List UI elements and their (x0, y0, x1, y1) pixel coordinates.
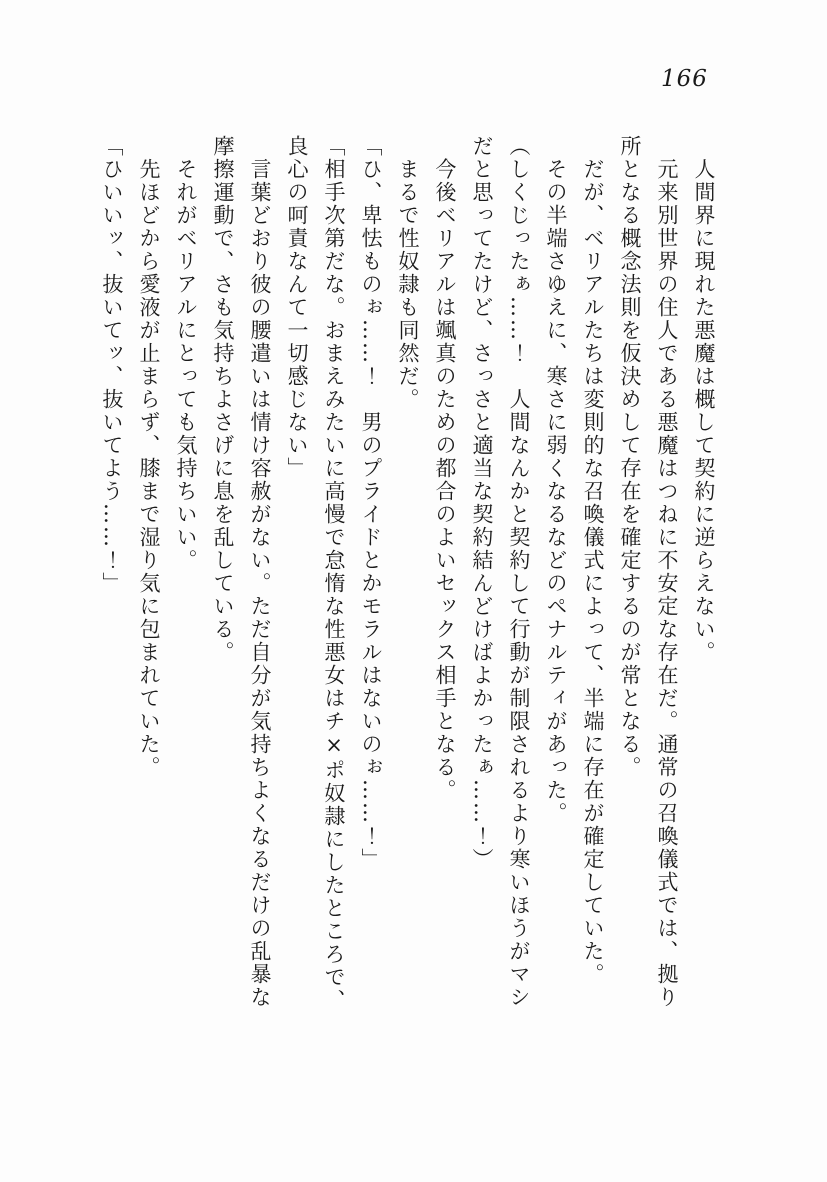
text-line-17: 「ひいいッ、抜いてッ、抜いてよう……！」 (100, 135, 124, 595)
text-line-6: （しくじったぁ……！ 人間なんかと契約して行動が制限されるより寒いほうがマシ (507, 135, 531, 1009)
text-line-9: まるで性奴隷も同然だ。 (396, 158, 420, 411)
text-line-11: 「相手次第だな。おまえみたいに高慢で怠惰な性悪女はチ×ポ奴隷にしたところで、 (322, 135, 346, 1012)
text-line-14: 摩擦運動で、さも気持ちよさげに息を乱している。 (211, 135, 235, 664)
text-line-7: だと思ってたけど、さっさと適当な契約結んどけばよかったぁ……！） (470, 135, 494, 871)
text-line-12: 良心の呵責なんて一切感じない」 (285, 135, 309, 480)
text-line-3: 所となる概念法則を仮決めして存在を確定するのが常となる。 (618, 135, 642, 779)
vertical-text-body (93, 135, 722, 1055)
text-line-16: 先ほどから愛液が止まらず、膝まで湿り気に包まれていた。 (137, 158, 161, 779)
text-line-2: 元来別世界の住人である悪魔はつねに不安定な存在だ。通常の召喚儀式では、拠り (655, 158, 679, 1009)
text-line-15: それがベリアルにとっても気持ちいい。 (174, 158, 198, 572)
text-line-5: その半端さゆえに、寒さに弱くなるなどのペナルティがあった。 (544, 158, 568, 825)
text-line-1: 人間界に現れた悪魔は概して契約に逆らえない。 (692, 158, 716, 664)
text-line-10: 「ひ、卑怯ものぉ……！ 男のプライドとかモラルはないのぉ……！」 (359, 135, 383, 871)
text-line-8: 今後ベリアルは颯真のための都合のよいセックス相手となる。 (433, 158, 457, 802)
text-line-4: だが、ベリアルたちは変則的な召喚儀式によって、半端に存在が確定していた。 (581, 158, 605, 986)
page-number: 166 (661, 66, 708, 92)
text-line-13: 言葉どおり彼の腰遣いは情け容赦がない。ただ自分が気持ちよくなるだけの乱暴な (248, 158, 272, 1009)
